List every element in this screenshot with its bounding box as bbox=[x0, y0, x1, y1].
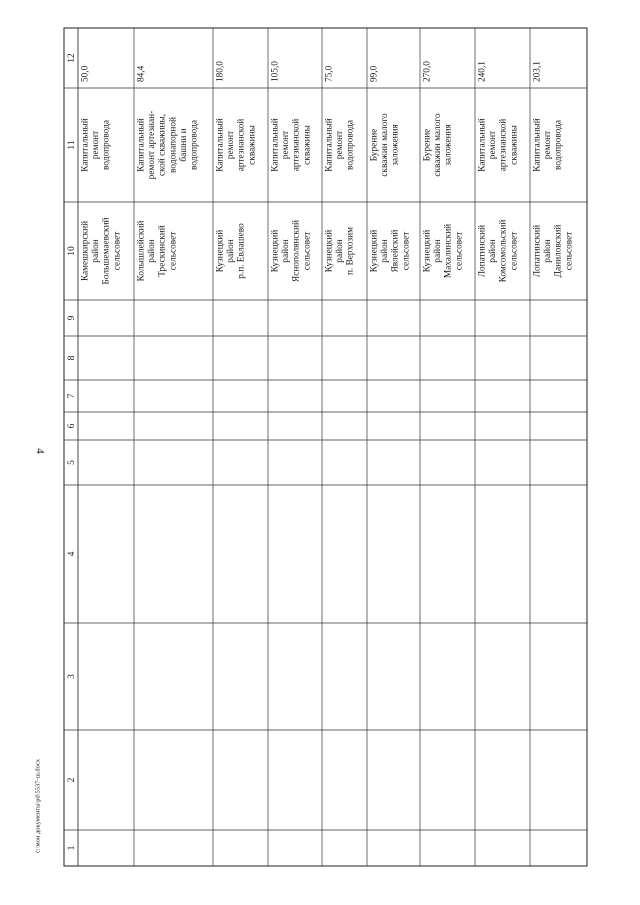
cell-amount: 180,0 bbox=[215, 61, 226, 82]
cell-work-line: Бурение bbox=[369, 128, 380, 162]
cell-work-line: ремонт артезиан- bbox=[147, 110, 158, 180]
cell-district-line: сельсовет bbox=[401, 231, 412, 271]
cell-work-line: ской скважины, bbox=[157, 113, 168, 177]
cell-amount: 84,4 bbox=[136, 65, 147, 82]
cell-amount: 99,0 bbox=[369, 65, 380, 82]
page-number: 4 bbox=[34, 448, 46, 454]
cell-district-line: Комсомольский bbox=[498, 219, 509, 283]
cell-district-line: Даниловский bbox=[553, 224, 564, 278]
cell-work-line: Капитальный bbox=[136, 118, 147, 172]
cell-district-line: сельсовет bbox=[509, 231, 520, 271]
cell-work-line: заложения bbox=[443, 124, 454, 166]
cell-amount: 240,1 bbox=[477, 61, 488, 82]
cell-work-line: водопровода bbox=[345, 120, 356, 170]
cell-district-line: район bbox=[91, 239, 102, 263]
cell-work-line: скважины bbox=[509, 125, 520, 165]
cell-work-line: Капитальный bbox=[270, 118, 281, 172]
cell-district-line: р.п. Евлашево bbox=[236, 223, 247, 279]
cell-district-line: район bbox=[433, 239, 444, 263]
cell-district-line: район bbox=[488, 239, 499, 263]
cell-district-line: Кузнецкий bbox=[422, 229, 433, 273]
cell-work-line: Капитальный bbox=[80, 118, 91, 172]
cell-work-line: водопровода bbox=[101, 120, 112, 170]
cell-district-line: Махалинский bbox=[443, 223, 454, 279]
cell-amount: 270,0 bbox=[422, 61, 433, 82]
column-number: 9 bbox=[67, 315, 77, 321]
cell-district-line: Лопатинский bbox=[477, 224, 488, 278]
cell-work-line: водопровода bbox=[189, 120, 200, 170]
cell-district-line: сельсовет bbox=[112, 231, 123, 271]
cell-district-line: Кузнецкий bbox=[324, 229, 335, 273]
column-number: 7 bbox=[67, 393, 77, 399]
cell-district-line: Явлейский bbox=[390, 229, 401, 273]
cell-district-line: Лопатинский bbox=[532, 224, 543, 278]
cell-district-line: сельсовет bbox=[302, 231, 313, 271]
column-number: 5 bbox=[67, 460, 77, 465]
cell-district-line: Трескинский bbox=[157, 225, 168, 277]
cell-district-line: Кузнецкий bbox=[369, 229, 380, 273]
cell-work-line: скважин малого bbox=[433, 113, 444, 177]
cell-work-line: Капитальный bbox=[324, 118, 335, 172]
cell-work-line: башни и bbox=[178, 128, 189, 162]
cell-work-line: ремонт bbox=[488, 130, 499, 160]
column-number: 6 bbox=[67, 423, 77, 429]
table-text bbox=[67, 53, 574, 850]
cell-work-line: ремонт bbox=[281, 130, 292, 160]
cell-district-line: район bbox=[147, 239, 158, 263]
cell-work-line: Капитальный bbox=[215, 118, 226, 172]
cell-district-line: Колышлейский bbox=[136, 220, 147, 282]
cell-work-line: заложения bbox=[390, 124, 401, 166]
cell-amount: 75,0 bbox=[324, 65, 335, 82]
cell-district-line: район bbox=[335, 239, 346, 263]
cell-work-line: артезианской bbox=[236, 118, 247, 172]
cell-district-line: сельсовет bbox=[168, 231, 179, 271]
cell-work-line: артезианской bbox=[291, 118, 302, 172]
cell-work-line: Капитальный bbox=[532, 118, 543, 172]
column-number: 10 bbox=[67, 246, 77, 256]
cell-district-line: п. Верхозим bbox=[345, 226, 356, 276]
cell-work-line: Бурение bbox=[422, 128, 433, 162]
cell-work-line: ремонт bbox=[543, 130, 554, 160]
cell-amount: 105,0 bbox=[270, 61, 281, 82]
cell-work-line: скважины bbox=[302, 125, 313, 165]
cell-work-line: Капитальный bbox=[477, 118, 488, 172]
column-number: 8 bbox=[67, 355, 77, 361]
cell-district-line: Кузнецкий bbox=[215, 229, 226, 273]
cell-district-line: Большемаевский bbox=[101, 217, 112, 285]
cell-work-line: артезианской bbox=[498, 118, 509, 172]
column-number: 4 bbox=[67, 551, 77, 557]
cell-work-line: водопровода bbox=[553, 120, 564, 170]
cell-work-line: ремонт bbox=[335, 130, 346, 160]
cell-district-line: Камешкирский bbox=[80, 220, 91, 282]
cell-district-line: район bbox=[380, 239, 391, 263]
cell-district-line: Яснополянский bbox=[291, 220, 302, 282]
cell-work-line: скважины bbox=[247, 125, 258, 165]
footer-file-path: c:\мои документы\pd\5537-ш.docx bbox=[34, 759, 42, 853]
cell-district-line: район bbox=[281, 239, 292, 263]
column-number: 12 bbox=[67, 53, 77, 63]
column-number: 3 bbox=[67, 674, 77, 679]
cell-work-line: ремонт bbox=[226, 130, 237, 160]
cell-work-line: скважин малого bbox=[380, 113, 391, 177]
cell-work-line: ремонт bbox=[91, 130, 102, 160]
cell-amount: 203,1 bbox=[532, 61, 543, 82]
cell-district-line: сельсовет bbox=[564, 231, 575, 271]
cell-district-line: Кузнецкий bbox=[270, 229, 281, 273]
column-number: 11 bbox=[67, 140, 77, 150]
cell-work-line: водонапорной bbox=[168, 117, 179, 173]
cell-district-line: район bbox=[543, 239, 554, 263]
column-number: 2 bbox=[67, 777, 77, 783]
cell-amount: 50,0 bbox=[80, 65, 91, 82]
cell-district-line: район bbox=[226, 239, 237, 263]
column-number: 1 bbox=[67, 845, 77, 851]
cell-district-line: сельсовет bbox=[454, 231, 465, 271]
